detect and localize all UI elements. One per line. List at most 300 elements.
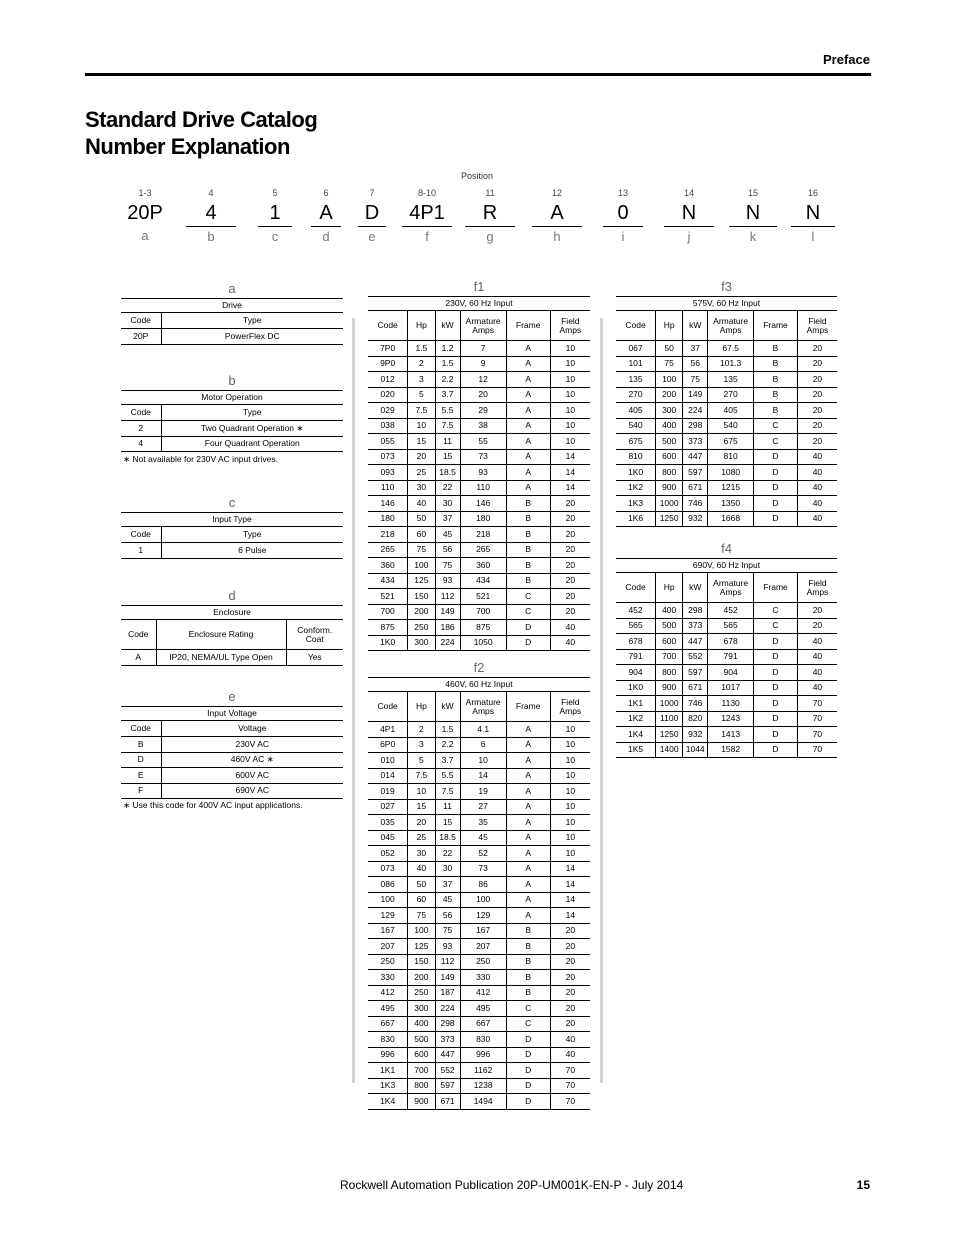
table-cell: A: [506, 877, 550, 893]
position-value: N: [729, 200, 777, 227]
table-cell: 40: [797, 680, 837, 696]
table-cell: 373: [435, 1032, 460, 1048]
table-cell: 452: [708, 603, 754, 619]
position-value: A: [532, 200, 582, 227]
table-cell: 447: [683, 449, 708, 465]
position-letter: i: [621, 229, 625, 244]
table-cell: 029: [368, 403, 408, 419]
table-cell: 125: [408, 939, 435, 955]
column-header: Code: [121, 620, 156, 650]
table-cell: 2.2: [435, 737, 460, 753]
table-cell: 218: [368, 527, 408, 543]
table-cell: 300: [408, 1001, 435, 1017]
table-row: [616, 711, 837, 727]
page-title: [85, 106, 317, 160]
table-cell: 112: [435, 954, 460, 970]
table-row: [368, 784, 590, 800]
table-cell: A: [506, 815, 550, 831]
column-header: kW: [683, 311, 708, 341]
table-cell: 10: [550, 341, 590, 357]
table-cell: 270: [616, 387, 656, 403]
section-header: Preface: [823, 52, 870, 67]
table-title: Input Voltage: [121, 707, 343, 721]
column-header: Hp: [656, 573, 683, 603]
table-row: [616, 496, 837, 512]
table-cell: D: [754, 742, 798, 758]
table-row: [368, 753, 590, 769]
table-e: [121, 706, 343, 799]
table-cell: 1.5: [435, 356, 460, 372]
table-cell: 2: [408, 356, 435, 372]
table-row: [616, 665, 837, 681]
table-cell: 187: [435, 985, 460, 1001]
table-cell: 30: [435, 496, 460, 512]
table-cell: 10: [550, 815, 590, 831]
table-cell: 20: [550, 511, 590, 527]
table-cell: B: [506, 923, 550, 939]
table-cell: 597: [683, 665, 708, 681]
table-cell: 1K0: [368, 635, 408, 651]
table-cell: 86: [460, 877, 506, 893]
table-cell: 027: [368, 799, 408, 815]
table-cell: C: [754, 418, 798, 434]
table-row: [121, 768, 343, 784]
table-cell: 495: [368, 1001, 408, 1017]
table-f4: [616, 558, 837, 758]
table-cell: 50: [408, 877, 435, 893]
table-cell: 200: [408, 604, 435, 620]
table-cell: 18.5: [435, 830, 460, 846]
table-cell: 70: [797, 696, 837, 712]
position-column: [358, 186, 386, 244]
position-column: [402, 186, 452, 244]
table-row: [368, 496, 590, 512]
table-row: [368, 589, 590, 605]
position-column: [258, 186, 292, 244]
table-cell: 14: [550, 480, 590, 496]
table-cell: 20: [797, 403, 837, 419]
table-cell: 75: [435, 923, 460, 939]
table-cell: 10: [550, 846, 590, 862]
table-cell: 40: [797, 465, 837, 481]
table-row: [368, 527, 590, 543]
table-cell: 15: [435, 449, 460, 465]
table-cell: 10: [460, 753, 506, 769]
table-cell: 460V AC ∗: [161, 752, 343, 768]
table-cell: 7.5: [435, 784, 460, 800]
table-row: [368, 434, 590, 450]
table-cell: 1582: [708, 742, 754, 758]
table-cell: 45: [460, 830, 506, 846]
table-cell: 10: [550, 418, 590, 434]
table-cell: 149: [435, 604, 460, 620]
table-title: 575V, 60 Hz Input: [616, 297, 837, 311]
table-cell: B: [754, 403, 798, 419]
table-row: [616, 418, 837, 434]
table-cell: A: [506, 753, 550, 769]
table-row: [121, 543, 343, 559]
table-cell: 20: [460, 387, 506, 403]
table-cell: 1K0: [616, 465, 656, 481]
table-cell: 101: [616, 356, 656, 372]
table-a: [121, 298, 343, 345]
table-cell: 29: [460, 403, 506, 419]
table-cell: A: [506, 480, 550, 496]
table-cell: 25: [408, 830, 435, 846]
table-cell: 100: [656, 372, 683, 388]
table-cell: 45: [435, 892, 460, 908]
table-cell: 1.5: [435, 722, 460, 738]
table-cell: 600: [656, 634, 683, 650]
table-cell: 10: [550, 753, 590, 769]
table-f2: [368, 677, 590, 1110]
table-cell: 671: [683, 480, 708, 496]
table-cell: 035: [368, 815, 408, 831]
table-row: [616, 634, 837, 650]
title-line-1: Standard Drive Catalog: [85, 107, 318, 132]
table-row: [368, 449, 590, 465]
position-column: [603, 186, 643, 244]
table-cell: 150: [408, 589, 435, 605]
table-cell: 10: [550, 784, 590, 800]
table-cell: 265: [368, 542, 408, 558]
table-letter-f4: f4: [721, 541, 732, 556]
table-cell: 700: [408, 1063, 435, 1079]
position-number: 14: [683, 188, 694, 198]
table-cell: 405: [616, 403, 656, 419]
table-cell: 20: [797, 418, 837, 434]
table-cell: 207: [368, 939, 408, 955]
table-cell: 996: [460, 1047, 506, 1063]
table-row: [368, 620, 590, 636]
table-cell: B: [754, 387, 798, 403]
position-letter: h: [553, 229, 561, 244]
table-cell: 12: [460, 372, 506, 388]
table-cell: F: [121, 783, 161, 799]
position-column: [465, 186, 515, 244]
table-row: [616, 696, 837, 712]
table-cell: 186: [435, 620, 460, 636]
table-cell: 37: [435, 511, 460, 527]
table-cell: 30: [408, 480, 435, 496]
table-cell: 14: [550, 877, 590, 893]
table-cell: D: [506, 1078, 550, 1094]
position-letter: b: [207, 229, 215, 244]
table-cell: 70: [797, 742, 837, 758]
table-cell: 11: [435, 799, 460, 815]
table-row: [368, 768, 590, 784]
table-cell: 1350: [708, 496, 754, 512]
table-cell: 146: [460, 496, 506, 512]
table-cell: 20: [797, 387, 837, 403]
position-number: 16: [807, 188, 818, 198]
table-cell: 40: [797, 665, 837, 681]
table-cell: 27: [460, 799, 506, 815]
table-cell: D: [754, 649, 798, 665]
table-cell: 7.5: [435, 418, 460, 434]
table-row: [368, 356, 590, 372]
table-cell: 298: [683, 603, 708, 619]
table-cell: 7.5: [408, 768, 435, 784]
table-row: [368, 954, 590, 970]
table-row: [368, 511, 590, 527]
table-letter-c: c: [228, 495, 236, 510]
table-cell: 597: [683, 465, 708, 481]
table-cell: 1K2: [616, 480, 656, 496]
table-cell: 10: [550, 799, 590, 815]
position-number: 13: [617, 188, 628, 198]
table-row: [368, 892, 590, 908]
table-cell: 412: [368, 985, 408, 1001]
table-row: [368, 846, 590, 862]
table-cell: 40: [550, 620, 590, 636]
table-cell: 1K1: [368, 1063, 408, 1079]
table-cell: 3.7: [435, 387, 460, 403]
table-cell: 552: [435, 1063, 460, 1079]
table-cell: 540: [708, 418, 754, 434]
table-cell: 22: [435, 846, 460, 862]
column-header: Code: [616, 311, 656, 341]
table-cell: 400: [656, 603, 683, 619]
table-cell: 270: [708, 387, 754, 403]
table-cell: 875: [368, 620, 408, 636]
table-cell: 14: [550, 861, 590, 877]
table-cell: A: [506, 737, 550, 753]
table-cell: 667: [368, 1016, 408, 1032]
table-cell: 373: [683, 434, 708, 450]
table-row: [368, 542, 590, 558]
table-cell: D: [754, 727, 798, 743]
table-cell: 3.7: [435, 753, 460, 769]
table-cell: 1K5: [616, 742, 656, 758]
column-header: Frame: [754, 311, 798, 341]
table-cell: C: [506, 589, 550, 605]
table-letter-b: b: [228, 373, 236, 388]
table-cell: 565: [616, 618, 656, 634]
table-footnote-b: ∗ Not available for 230V AC input drives.: [123, 454, 279, 464]
table-cell: A: [506, 403, 550, 419]
column-divider-left: [352, 318, 355, 1083]
position-column: [124, 186, 166, 243]
table-cell: 1017: [708, 680, 754, 696]
table-cell: 15: [435, 815, 460, 831]
column-header: Frame: [754, 573, 798, 603]
table-cell: 678: [708, 634, 754, 650]
table-cell: 14: [550, 908, 590, 924]
table-cell: 20: [550, 496, 590, 512]
table-cell: 1K3: [368, 1078, 408, 1094]
position-column: [532, 186, 582, 244]
table-row: [368, 815, 590, 831]
table-cell: 014: [368, 768, 408, 784]
column-header: Code: [121, 405, 161, 421]
table-cell: 010: [368, 753, 408, 769]
table-cell: 038: [368, 418, 408, 434]
table-cell: IP20, NEMA/UL Type Open: [156, 650, 286, 666]
table-cell: 447: [435, 1047, 460, 1063]
position-value: 1: [258, 200, 292, 227]
table-cell: 218: [460, 527, 506, 543]
table-cell: 1K3: [616, 496, 656, 512]
table-cell: 20: [797, 372, 837, 388]
position-letter: l: [811, 229, 815, 244]
table-cell: 56: [683, 356, 708, 372]
position-number: 12: [551, 188, 562, 198]
table-cell: 10: [550, 372, 590, 388]
table-cell: A: [121, 650, 156, 666]
table-cell: 70: [550, 1094, 590, 1110]
table-cell: 70: [550, 1063, 590, 1079]
table-cell: 400: [408, 1016, 435, 1032]
table-cell: 22: [435, 480, 460, 496]
column-header: Field Amps: [550, 692, 590, 722]
table-cell: A: [506, 465, 550, 481]
table-cell: A: [506, 892, 550, 908]
table-cell: 40: [797, 649, 837, 665]
column-header: Armature Amps: [460, 692, 506, 722]
table-cell: 20: [797, 356, 837, 372]
position-number: 6: [323, 188, 329, 198]
table-cell: 7: [460, 341, 506, 357]
table-cell: 412: [460, 985, 506, 1001]
table-cell: A: [506, 449, 550, 465]
position-value: N: [664, 200, 714, 227]
table-cell: 20: [550, 542, 590, 558]
table-cell: 18.5: [435, 465, 460, 481]
table-b: [121, 390, 343, 452]
table-cell: 330: [460, 970, 506, 986]
table-cell: 073: [368, 449, 408, 465]
table-cell: 20: [550, 1001, 590, 1017]
table-cell: 250: [408, 985, 435, 1001]
table-cell: 086: [368, 877, 408, 893]
table-row: [616, 449, 837, 465]
table-cell: 552: [683, 649, 708, 665]
table-cell: 675: [708, 434, 754, 450]
table-row: [121, 436, 343, 452]
table-row: [616, 511, 837, 527]
table-cell: 055: [368, 434, 408, 450]
table-cell: 60: [408, 527, 435, 543]
footer-publication: Rockwell Automation Publication 20P-UM001K-EN-P - July 2014: [340, 1178, 684, 1192]
table-cell: 4.1: [460, 722, 506, 738]
table-cell: 40: [550, 635, 590, 651]
table-row: [368, 341, 590, 357]
column-header: Code: [616, 573, 656, 603]
table-cell: A: [506, 722, 550, 738]
table-cell: 19: [460, 784, 506, 800]
table-cell: 746: [683, 496, 708, 512]
table-cell: 149: [683, 387, 708, 403]
column-header: Field Amps: [550, 311, 590, 341]
table-cell: A: [506, 861, 550, 877]
table-row: [616, 434, 837, 450]
table-cell: 500: [408, 1032, 435, 1048]
table-cell: A: [506, 434, 550, 450]
table-cell: C: [754, 618, 798, 634]
table-cell: 230V AC: [161, 737, 343, 753]
table-row: [368, 1001, 590, 1017]
table-cell: 101.3: [708, 356, 754, 372]
table-cell: 167: [368, 923, 408, 939]
table-cell: 900: [656, 680, 683, 696]
table-cell: 70: [797, 711, 837, 727]
column-header: Frame: [506, 311, 550, 341]
table-cell: 932: [683, 727, 708, 743]
table-cell: 125: [408, 573, 435, 589]
table-row: [368, 877, 590, 893]
table-cell: 600V AC: [161, 768, 343, 784]
table-cell: 830: [368, 1032, 408, 1048]
table-cell: 330: [368, 970, 408, 986]
table-cell: 20: [550, 970, 590, 986]
table-row: [121, 329, 343, 345]
column-header: Hp: [656, 311, 683, 341]
table-cell: 600: [656, 449, 683, 465]
table-cell: 1250: [656, 727, 683, 743]
table-cell: 1.5: [408, 341, 435, 357]
table-cell: 100: [408, 558, 435, 574]
table-row: [616, 742, 837, 758]
table-cell: C: [754, 434, 798, 450]
table-cell: 10: [550, 356, 590, 372]
table-row: [368, 635, 590, 651]
table-cell: D: [754, 511, 798, 527]
position-value: R: [465, 200, 515, 227]
table-title: Input Type: [121, 513, 343, 527]
table-cell: A: [506, 387, 550, 403]
table-cell: 224: [435, 635, 460, 651]
table-cell: 10: [550, 387, 590, 403]
table-cell: 373: [683, 618, 708, 634]
table-row: [368, 939, 590, 955]
table-cell: C: [506, 604, 550, 620]
table-cell: 1044: [683, 742, 708, 758]
table-cell: 30: [435, 861, 460, 877]
position-value: 0: [603, 200, 643, 227]
table-cell: 4: [121, 436, 161, 452]
table-row: [368, 558, 590, 574]
table-cell: 10: [408, 418, 435, 434]
table-row: [616, 403, 837, 419]
table-cell: 37: [435, 877, 460, 893]
table-cell: 20: [550, 939, 590, 955]
table-cell: D: [506, 1063, 550, 1079]
table-cell: 3: [408, 372, 435, 388]
table-cell: 75: [656, 356, 683, 372]
table-cell: 14: [550, 892, 590, 908]
table-row: [616, 465, 837, 481]
position-letter: j: [687, 229, 691, 244]
table-cell: 135: [616, 372, 656, 388]
table-cell: 40: [408, 861, 435, 877]
table-letter-f1: f1: [473, 279, 485, 294]
table-cell: 1494: [460, 1094, 506, 1110]
table-cell: D: [754, 449, 798, 465]
column-header: Conform. Coat: [286, 620, 343, 650]
table-row: [616, 680, 837, 696]
table-cell: 4P1: [368, 722, 408, 738]
table-cell: 875: [460, 620, 506, 636]
table-cell: 9P0: [368, 356, 408, 372]
table-row: [368, 722, 590, 738]
table-cell: 298: [683, 418, 708, 434]
table-cell: D: [754, 480, 798, 496]
table-cell: 1K1: [616, 696, 656, 712]
table-row: [368, 799, 590, 815]
table-cell: 045: [368, 830, 408, 846]
table-cell: 1215: [708, 480, 754, 496]
